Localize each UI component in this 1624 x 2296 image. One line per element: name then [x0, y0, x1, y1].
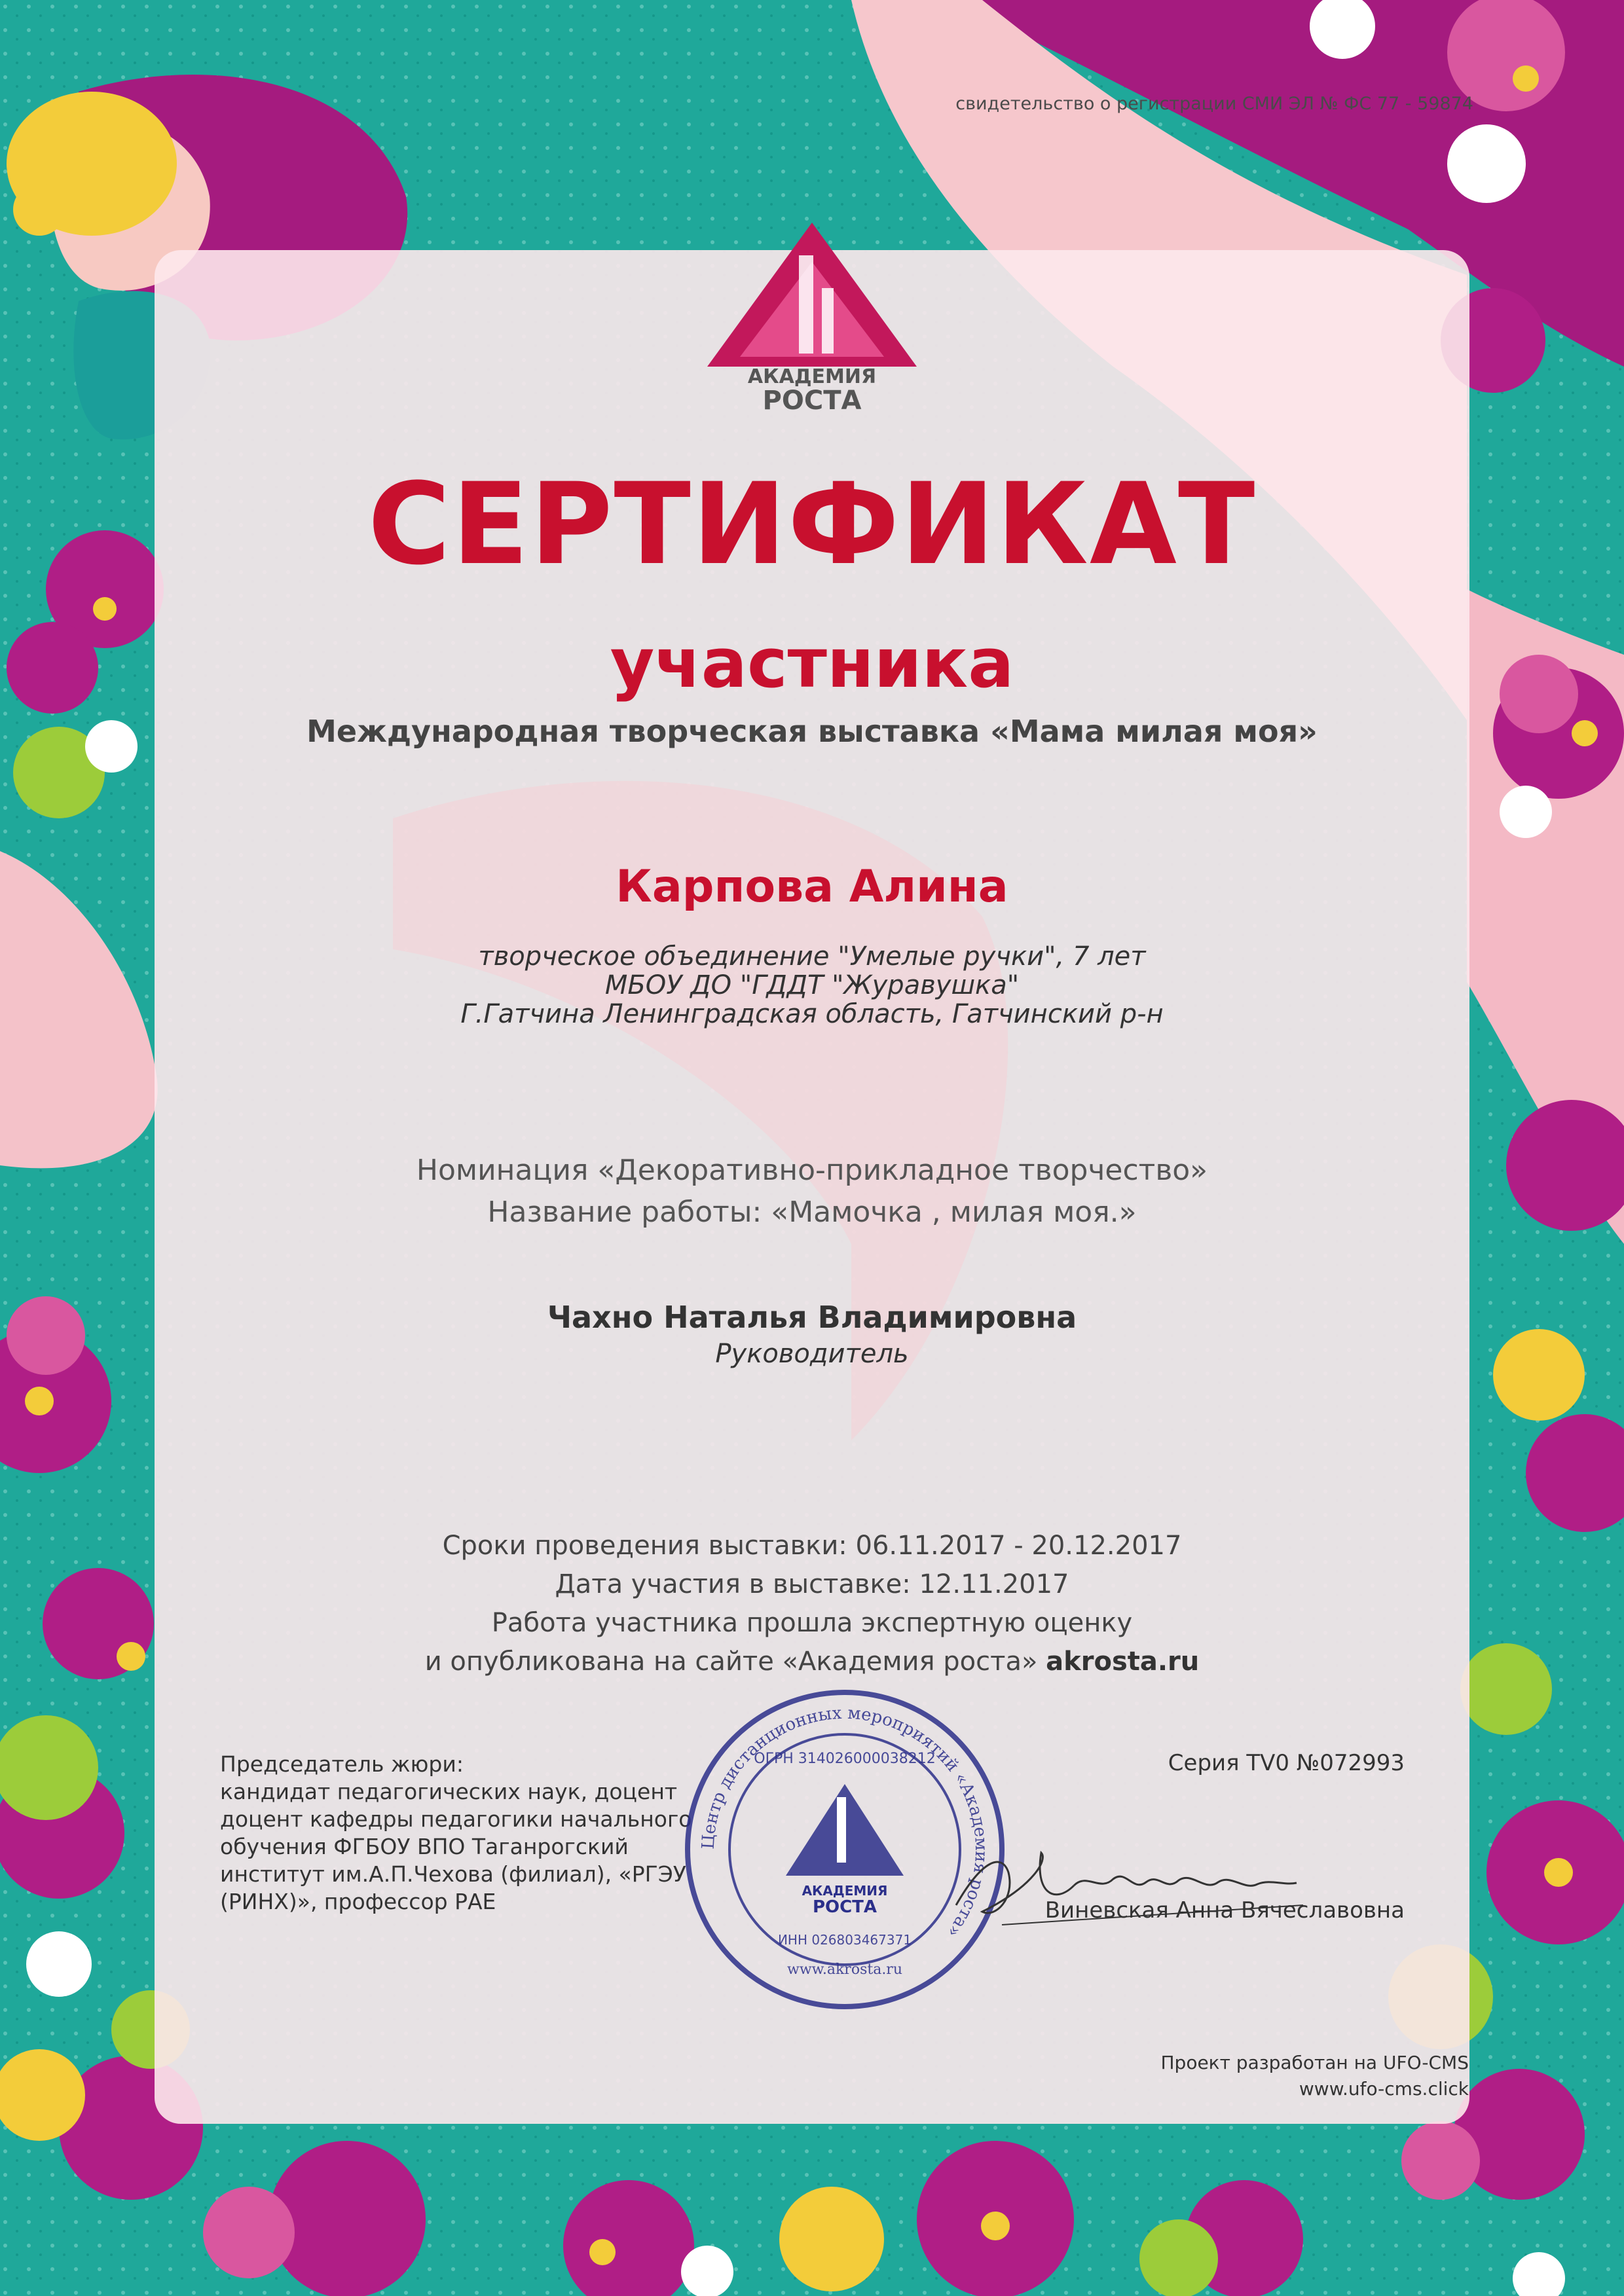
work-title: Название работы: «Мамочка , милая моя.»	[487, 1195, 1137, 1229]
registration-text: свидетельство о регистрации СМИ ЭЛ № ФС 77 - 59874	[955, 94, 1473, 114]
participant-org-line: МБОУ ДО "ГДДТ "Журавушка"	[604, 970, 1020, 1000]
seal-line2: РОСТА	[812, 1897, 877, 1917]
jury-chair-line: (РИНХ)», профессор РАЕ	[220, 1889, 496, 1914]
certificate-subtitle: участника	[610, 623, 1014, 703]
logo-line1: АКАДЕМИЯ	[747, 365, 877, 388]
logo-line2: РОСТА	[762, 386, 862, 416]
handwritten-signature	[943, 1833, 1310, 1938]
participant-org-line: Г.Гатчина Ленинградская область, Гатчинский р-н	[460, 999, 1164, 1029]
site-link: akrosta.ru	[1046, 1647, 1200, 1677]
jury-chair-line: Председатель жюри:	[220, 1751, 464, 1777]
seal-ogrn: ОГРН 314026000038212	[754, 1751, 936, 1767]
participant-name: Карпова Алина	[616, 861, 1008, 913]
akademiya-rosta-logo	[701, 216, 923, 419]
certificate-title: СЕРТИФИКАТ	[367, 458, 1257, 590]
certificate-series: Серия TV0 №072993	[1168, 1750, 1405, 1776]
signer-name: Виневская Анна Вячеславовна	[1044, 1897, 1405, 1923]
jury-chair-line: институт им.А.П.Чехова (филиал), «РГЭУ	[220, 1861, 686, 1887]
seal-url: www.akrosta.ru	[786, 1961, 903, 1978]
participation-date: Дата участия в выставке: 12.11.2017	[555, 1569, 1069, 1599]
jury-chair-line: кандидат педагогических наук, доцент	[220, 1779, 678, 1804]
jury-chair-line: обучения ФГБОУ ВПО Таганрогский	[220, 1834, 629, 1859]
publication-label: и опубликована на сайте «Академия роста»	[424, 1647, 1038, 1677]
seal-ring-text: Центр дистанционных мероприятий «Академия роста»	[698, 1703, 991, 1942]
expert-review-text: Работа участника прошла экспертную оценку	[491, 1608, 1133, 1638]
developer-credit: Проект разработан на UFO-CMS	[1160, 2052, 1469, 2073]
nomination: Номинация «Декоративно-прикладное творчество»	[416, 1154, 1208, 1187]
publication-text	[0, 1647, 1624, 1677]
seal-line1: АКАДЕМИЯ	[802, 1883, 888, 1899]
developer-link[interactable]: www.ufo-cms.click	[1299, 2078, 1469, 2100]
seal-inn: ИНН 026803467371	[777, 1932, 912, 1948]
participant-org-line: творческое объединение "Умелые ручки", 7 лет	[478, 941, 1146, 972]
supervisor-name: Чахно Наталья Владимировна	[547, 1300, 1077, 1335]
supervisor-role: Руководитель	[715, 1339, 909, 1369]
event-name: Международная творческая выставка «Мама милая моя»	[306, 714, 1318, 749]
exhibition-period: Сроки проведения выставки: 06.11.2017 - 20.12.2017	[442, 1531, 1182, 1561]
jury-chair-line: доцент кафедры педагогики начального	[220, 1806, 692, 1832]
